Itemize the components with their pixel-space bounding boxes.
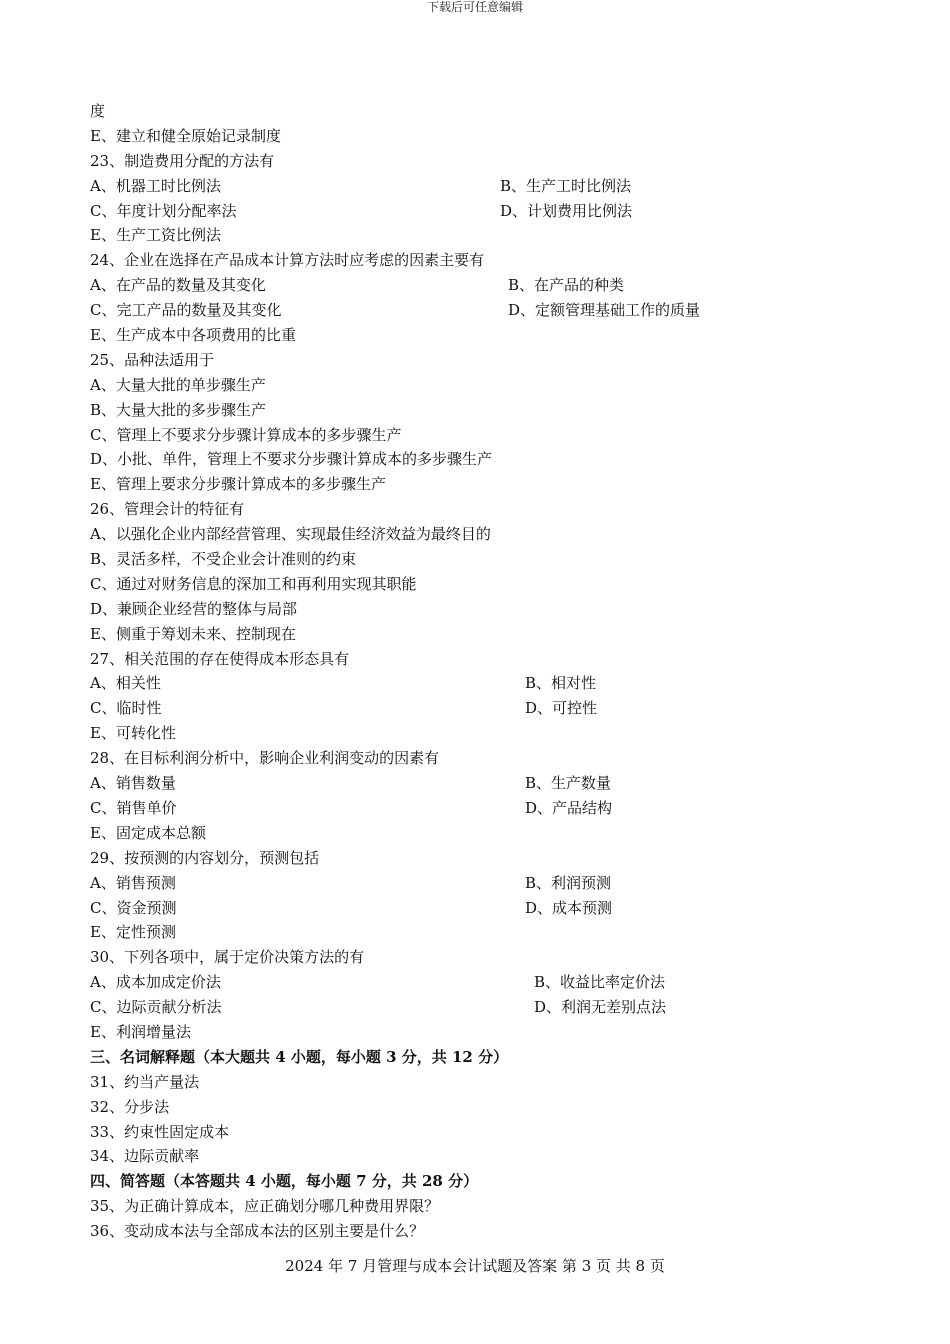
option-b: B、收益比率定价法 bbox=[534, 973, 666, 992]
option-d: D、产品结构 bbox=[525, 798, 613, 817]
question-line bbox=[90, 248, 870, 273]
option-d: D、利润无差别点法 bbox=[534, 998, 667, 1017]
option-a: A、成本加成定价法 bbox=[90, 973, 221, 992]
option-line bbox=[90, 696, 870, 721]
option-d: D、计划费用比例法 bbox=[500, 201, 633, 220]
option-a: A、以强化企业内部经营管理、实现最佳经济效益为最终目的 bbox=[90, 525, 491, 544]
option-c: C、资金预测 bbox=[90, 898, 177, 917]
option-e: E、固定成本总额 bbox=[90, 823, 206, 842]
option-d: D、可控性 bbox=[525, 699, 598, 718]
option-e: E、生产工资比例法 bbox=[90, 226, 221, 245]
option-c: C、管理上不要求分步骤计算成本的多步骤生产 bbox=[90, 425, 402, 444]
section-heading bbox=[90, 1169, 870, 1194]
option-line bbox=[90, 398, 870, 423]
question-text: 33、约束性固定成本 bbox=[90, 1122, 230, 1141]
section-title: 四、简答题（本答题共 4 小题，每小题 7 分，共 28 分） bbox=[90, 1172, 479, 1191]
option-line bbox=[90, 796, 870, 821]
option-line bbox=[90, 995, 870, 1020]
document-body bbox=[90, 99, 870, 1244]
option-a: A、机器工时比例法 bbox=[90, 176, 221, 195]
line-text: 度 bbox=[90, 102, 106, 120]
option-b: B、灵活多样，不受企业会计准则的约束 bbox=[90, 550, 357, 569]
option-a: A、销售数量 bbox=[90, 774, 176, 793]
option-line bbox=[90, 896, 870, 921]
line-text: E、建立和健全原始记录制度 bbox=[90, 126, 281, 145]
option-a: A、在产品的数量及其变化 bbox=[90, 276, 266, 295]
option-c: C、临时性 bbox=[90, 699, 162, 718]
option-line bbox=[90, 323, 870, 348]
question-text: 32、分步法 bbox=[90, 1097, 170, 1116]
question-text: 34、边际贡献率 bbox=[90, 1147, 200, 1166]
question-line bbox=[90, 1194, 870, 1219]
page-header-note: 下载后可任意编辑 bbox=[426, 0, 523, 14]
option-a: A、相关性 bbox=[90, 674, 161, 693]
option-line bbox=[90, 174, 870, 199]
question-text: 30、下列各项中，属于定价决策方法的有 bbox=[90, 948, 365, 967]
question-line bbox=[90, 647, 870, 672]
section-heading bbox=[90, 1045, 870, 1070]
option-b: B、大量大批的多步骤生产 bbox=[90, 400, 267, 419]
option-a: A、大量大批的单步骤生产 bbox=[90, 375, 266, 394]
option-line bbox=[90, 273, 870, 298]
option-line bbox=[90, 1020, 870, 1045]
option-line bbox=[90, 522, 870, 547]
option-line bbox=[90, 298, 870, 323]
option-e: E、利润增量法 bbox=[90, 1022, 191, 1041]
option-line bbox=[90, 920, 870, 945]
option-b: B、生产数量 bbox=[525, 774, 612, 793]
option-line bbox=[90, 970, 870, 995]
question-line bbox=[90, 497, 870, 522]
option-line bbox=[90, 622, 870, 647]
option-d: D、成本预测 bbox=[525, 898, 613, 917]
option-line bbox=[90, 721, 870, 746]
option-c: C、边际贡献分析法 bbox=[90, 998, 222, 1017]
option-line bbox=[90, 373, 870, 398]
option-line bbox=[90, 597, 870, 622]
question-line bbox=[90, 1070, 870, 1095]
option-e: E、生产成本中各项费用的比重 bbox=[90, 326, 296, 345]
option-d: D、定额管理基础工作的质量 bbox=[508, 301, 701, 320]
question-text: 25、品种法适用于 bbox=[90, 350, 215, 369]
option-line bbox=[90, 821, 870, 846]
option-e: E、侧重于筹划未来、控制现在 bbox=[90, 624, 296, 643]
question-text: 36、变动成本法与全部成本法的区别主要是什么？ bbox=[90, 1222, 425, 1241]
question-text: 29、按预测的内容划分，预测包括 bbox=[90, 848, 320, 867]
question-text: 31、约当产量法 bbox=[90, 1072, 200, 1091]
question-line bbox=[90, 746, 870, 771]
question-line bbox=[90, 348, 870, 373]
option-a: A、销售预测 bbox=[90, 873, 176, 892]
question-line bbox=[90, 1120, 870, 1145]
option-d: D、兼顾企业经营的整体与局部 bbox=[90, 599, 298, 618]
question-line bbox=[90, 945, 870, 970]
question-line bbox=[90, 846, 870, 871]
option-line bbox=[90, 472, 870, 497]
option-line bbox=[90, 447, 870, 472]
question-text: 27、相关范围的存在使得成本形态具有 bbox=[90, 649, 350, 668]
option-line bbox=[90, 871, 870, 896]
option-line bbox=[90, 572, 870, 597]
option-b: B、利润预测 bbox=[525, 873, 612, 892]
question-line bbox=[90, 149, 870, 174]
question-line bbox=[90, 1219, 870, 1244]
option-c: C、销售单价 bbox=[90, 798, 177, 817]
text-line bbox=[90, 99, 870, 124]
option-c: C、完工产品的数量及其变化 bbox=[90, 301, 282, 320]
question-line bbox=[90, 1095, 870, 1120]
option-e: E、管理上要求分步骤计算成本的多步骤生产 bbox=[90, 475, 386, 494]
option-b: B、生产工时比例法 bbox=[500, 176, 632, 195]
option-c: C、年度计划分配率法 bbox=[90, 201, 237, 220]
option-line bbox=[90, 671, 870, 696]
option-b: B、在产品的种类 bbox=[508, 276, 625, 295]
question-text: 35、为正确计算成本，应正确划分哪几种费用界限？ bbox=[90, 1197, 440, 1216]
option-line bbox=[90, 547, 870, 572]
question-text: 28、在目标利润分析中，影响企业利润变动的因素有 bbox=[90, 749, 440, 768]
option-line bbox=[90, 199, 870, 224]
question-line bbox=[90, 1144, 870, 1169]
question-text: 24、企业在选择在产品成本计算方法时应考虑的因素主要有 bbox=[90, 251, 485, 270]
option-line bbox=[90, 771, 870, 796]
option-line bbox=[90, 423, 870, 448]
section-title: 三、名词解释题（本大题共 4 小题，每小题 3 分，共 12 分） bbox=[90, 1047, 509, 1066]
option-b: B、相对性 bbox=[525, 674, 597, 693]
option-c: C、通过对财务信息的深加工和再利用实现其职能 bbox=[90, 574, 417, 593]
option-d: D、小批、单件，管理上不要求分步骤计算成本的多步骤生产 bbox=[90, 450, 493, 469]
page-footer: 2024 年 7 月管理与成本会计试题及答案 第 3 页 共 8 页 bbox=[285, 1257, 665, 1275]
option-line bbox=[90, 124, 870, 149]
question-text: 26、管理会计的特征有 bbox=[90, 500, 245, 519]
option-e: E、定性预测 bbox=[90, 923, 176, 942]
question-text: 23、制造费用分配的方法有 bbox=[90, 151, 275, 170]
option-line bbox=[90, 223, 870, 248]
option-e: E、可转化性 bbox=[90, 724, 176, 743]
